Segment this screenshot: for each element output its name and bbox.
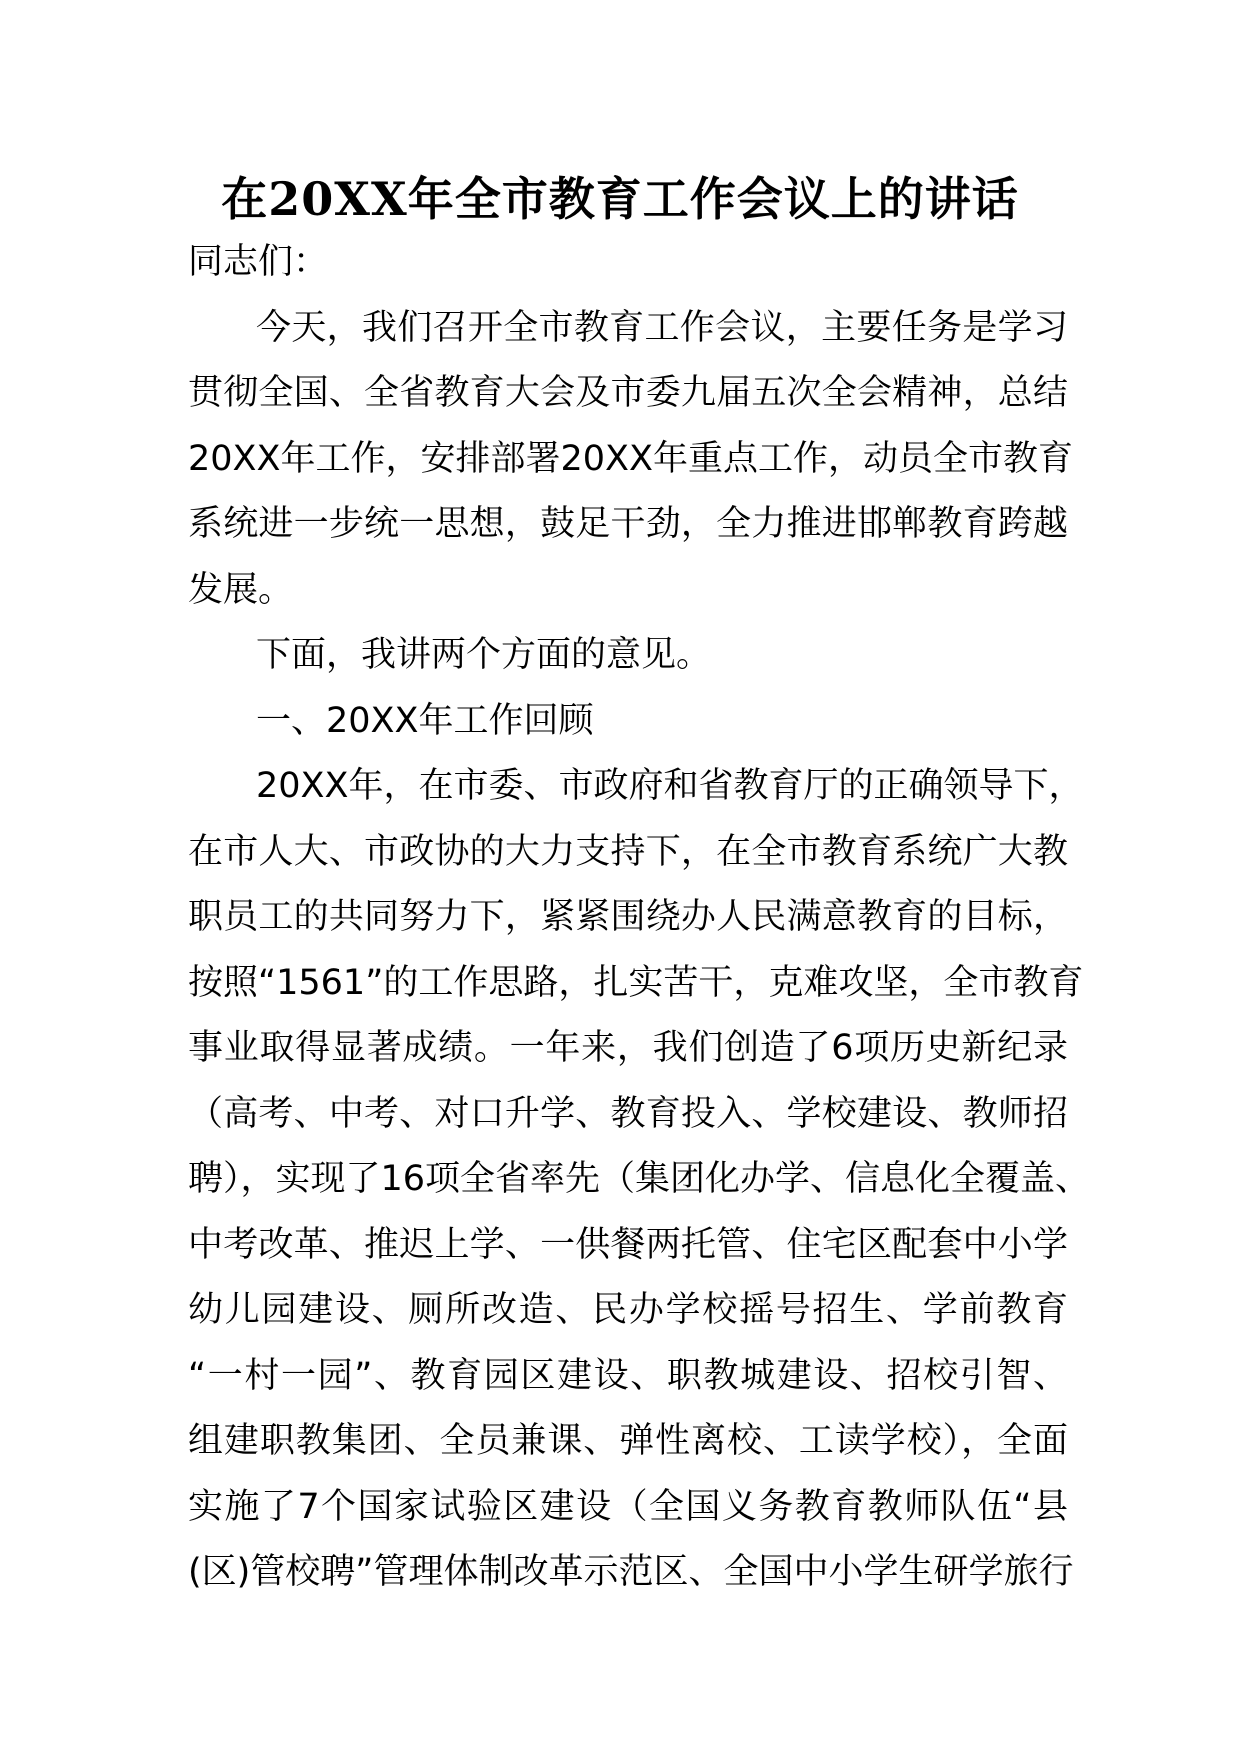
text-line: 幼儿园建设、厕所改造、民办学校摇号招生、学前教育 <box>188 1290 1068 1330</box>
text-line: 在市人大、市政协的大力支持下，在全市教育系统广大教 <box>188 831 1068 872</box>
document-title: 在20XX年全市教育工作会议上的讲话 <box>221 172 1019 226</box>
text-line: 组建职教集团、全员兼课、弹性离校、工读学校），全面 <box>188 1421 1068 1461</box>
text-line: 系统进一步统一思想，鼓足干劲，全力推进邯郸教育跨越 <box>188 504 1068 544</box>
section-heading <box>188 689 1068 755</box>
text-line: 20XX年，在市委、市政府和省教育厅的正确领导下， <box>256 766 1084 806</box>
text-line: 实施了7个国家试验区建设（全国义务教育教师队伍“县 <box>188 1486 1068 1527</box>
text-line: 今天，我们召开全市教育工作会议，主要任务是学习 <box>256 307 1068 348</box>
text-line: 中考改革、推迟上学、一供餐两托管、住宅区配套中小学 <box>188 1224 1068 1265</box>
text-line: 发展。 <box>188 569 294 610</box>
paragraph-review <box>188 754 1091 1606</box>
text-line: “一村一园”、教育园区建设、职教城建设、招校引智、 <box>188 1355 1068 1396</box>
paragraph-intro <box>188 296 1073 624</box>
text-line: (区)管校聘”管理体制改革示范区、全国中小学生研学旅行 <box>188 1552 1074 1592</box>
text-line: 按照“1561”的工作思路，扎实苦干，克难攻坚，全市教育 <box>188 962 1084 1003</box>
text-line: 职员工的共同努力下，紧紧围绕办人民满意教育的目标， <box>188 897 1068 937</box>
text-line: 贯彻全国、全省教育大会及市委九届五次全会精神，总结 <box>188 373 1068 413</box>
salutation: 同志们： <box>188 242 329 282</box>
text-line: 事业取得显著成绩。一年来，我们创造了6项历史新纪录 <box>188 1028 1068 1068</box>
text-line: （高考、中考、对口升学、教育投入、学校建设、教师招 <box>188 1093 1068 1134</box>
paragraph-outline <box>188 623 1068 689</box>
section-heading-text: 一、20XX年工作回顾 <box>256 700 594 741</box>
text-line: 20XX年工作，安排部署20XX年重点工作，动员全市教育 <box>188 438 1073 479</box>
text-line: 聘），实现了16项全省率先（集团化办学、信息化全覆盖、 <box>188 1159 1091 1199</box>
text-line: 下面，我讲两个方面的意见。 <box>256 635 712 675</box>
document-body <box>188 230 1091 1606</box>
